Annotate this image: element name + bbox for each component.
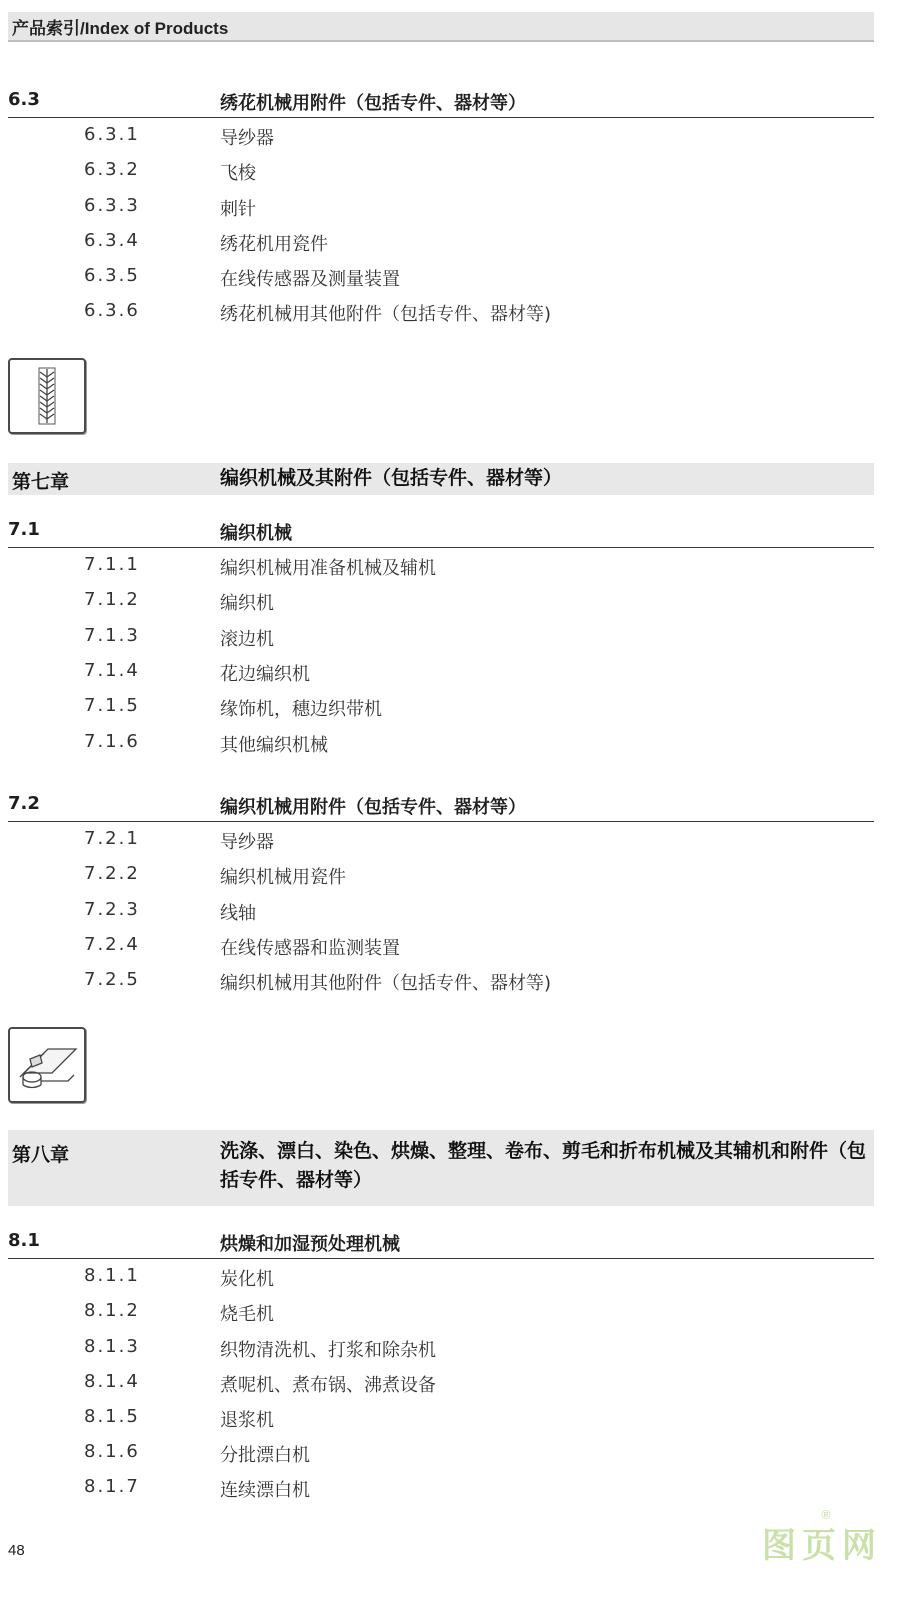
list-item-label: 连续漂白机: [220, 1480, 310, 1501]
list-item-label: 编织机械用瓷件: [220, 867, 346, 888]
list-item-number: 8.1.2: [84, 1300, 140, 1321]
list-item-label: 绣花机用瓷件: [220, 234, 328, 255]
list-item-label: 煮呢机、煮布锅、沸煮设备: [220, 1375, 436, 1396]
list-item-number: 7.2.5: [84, 969, 140, 990]
page-number: 48: [8, 1542, 25, 1559]
list-item-label: 炭化机: [220, 1269, 274, 1290]
list-item-number: 6.3.6: [84, 300, 140, 321]
list-item-number: 7.2.1: [84, 828, 140, 849]
list-item-label: 导纱器: [220, 128, 274, 149]
list-item-label: 退浆机: [220, 1410, 274, 1431]
list-item-label: 绣花机械用其他附件（包括专件、器材等): [220, 304, 552, 325]
chapter-title: 洗涤、漂白、染色、烘燥、整理、卷布、剪毛和折布机械及其辅机和附件（包括专件、器材等）: [220, 1140, 867, 1191]
section-rule: [8, 117, 874, 118]
registered-mark: ®: [820, 1508, 832, 1522]
section-number: 6.3: [8, 89, 40, 110]
list-item-label: 缘饰机，穗边织带机: [220, 699, 382, 720]
section-rule: [8, 547, 874, 548]
list-item-number: 8.1.7: [84, 1476, 140, 1497]
section-title: 烘燥和加湿预处理机械: [220, 1234, 400, 1255]
list-item-number: 7.1.2: [84, 589, 140, 610]
list-item-number: 7.2.4: [84, 934, 140, 955]
list-item-label: 编织机械用准备机械及辅机: [220, 558, 436, 579]
page-header-title: 产品索引/Index of Products: [12, 19, 229, 38]
finishing-machine-icon: [8, 1027, 86, 1103]
section-title: 编织机械: [220, 523, 292, 544]
list-item-label: 花边编织机: [220, 664, 310, 685]
chapter-title: 编织机械及其附件（包括专件、器材等）: [220, 467, 563, 489]
list-item-number: 6.3.5: [84, 265, 140, 286]
section-number: 7.1: [8, 519, 40, 540]
list-item-label: 滚边机: [220, 629, 274, 650]
list-item-number: 6.3.2: [84, 159, 140, 180]
list-item-label: 分批漂白机: [220, 1445, 310, 1466]
list-item-number: 8.1.3: [84, 1336, 140, 1357]
chapter-number: 第七章: [12, 471, 70, 493]
list-item-number: 8.1.1: [84, 1265, 140, 1286]
list-item-number: 8.1.4: [84, 1371, 140, 1392]
section-rule: [8, 821, 874, 822]
list-item-label: 编织机: [220, 593, 274, 614]
section-number: 7.2: [8, 793, 40, 814]
list-item-number: 8.1.5: [84, 1406, 140, 1427]
braid-icon: [8, 358, 86, 434]
list-item-number: 7.1.6: [84, 731, 140, 752]
section-title: 绣花机械用附件（包括专件、器材等）: [220, 93, 526, 114]
section-number: 8.1: [8, 1230, 40, 1251]
list-item-label: 飞梭: [220, 163, 256, 184]
list-item-number: 6.3.3: [84, 195, 140, 216]
section-title: 编织机械用附件（包括专件、器材等）: [220, 797, 526, 818]
list-item-number: 7.1.4: [84, 660, 140, 681]
list-item-label: 织物清洗机、打浆和除杂机: [220, 1340, 436, 1361]
watermark: 图页网: [762, 1526, 882, 1566]
list-item-number: 7.1.3: [84, 625, 140, 646]
list-item-number: 7.2.3: [84, 899, 140, 920]
list-item-label: 刺针: [220, 199, 256, 220]
list-item-number: 7.1.1: [84, 554, 140, 575]
list-item-number: 7.2.2: [84, 863, 140, 884]
list-item-number: 6.3.4: [84, 230, 140, 251]
list-item-label: 在线传感器和监测装置: [220, 938, 400, 959]
list-item-label: 导纱器: [220, 832, 274, 853]
section-rule: [8, 1258, 874, 1259]
list-item-label: 烧毛机: [220, 1304, 274, 1325]
list-item-number: 7.1.5: [84, 695, 140, 716]
chapter-number: 第八章: [12, 1144, 70, 1166]
list-item-number: 6.3.1: [84, 124, 140, 145]
list-item-label: 其他编织机械: [220, 735, 328, 756]
list-item-label: 在线传感器及测量装置: [220, 269, 400, 290]
list-item-label: 线轴: [220, 903, 256, 924]
list-item-number: 8.1.6: [84, 1441, 140, 1462]
list-item-label: 编织机械用其他附件（包括专件、器材等): [220, 973, 552, 994]
